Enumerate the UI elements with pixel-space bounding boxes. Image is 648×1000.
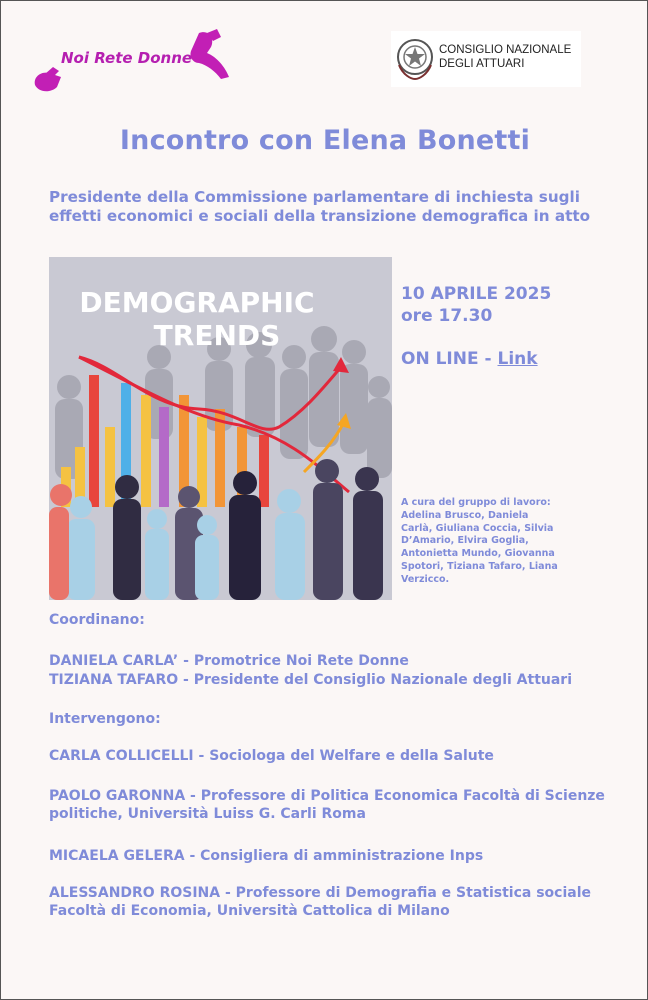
event-link[interactable]: Link (497, 349, 538, 369)
speaker-line1: ALESSANDRO ROSINA - Professore di Demografia e Statistica sociale (49, 885, 592, 901)
noi-rete-donne-logo (31, 27, 236, 97)
subtitle-line2: effetti economici e sociali della transizione demografica in atto (49, 207, 591, 225)
image-title-line2: TRENDS (153, 319, 281, 352)
speaker-line1: CARLA COLLICELLI - Sociologa del Welfare e della Salute (49, 748, 494, 764)
event-mode (401, 349, 538, 369)
coordinator-item: TIZIANA TAFARO - Presidente del Consiglio Nazionale degli Attuari (49, 672, 572, 688)
credits-line: D’Amario, Elvira Goglia, (401, 535, 529, 547)
event-datetime (401, 283, 551, 327)
coordinator-item: DANIELA CARLA’ - Promotrice Noi Rete Donne (49, 653, 409, 669)
speaker-line2: Facoltà di Economia, Università Cattolica di Milano (49, 903, 450, 919)
credits-line: Carlà, Giuliana Coccia, Silvia (401, 522, 554, 534)
brand-name: Noi Rete Donne (61, 49, 193, 67)
emblem-icon (393, 35, 437, 83)
subtitle (49, 188, 619, 226)
speaker-item (49, 747, 629, 765)
org-name-line1: CONSIGLIO NAZIONALE (439, 44, 572, 56)
credits-line: Antonietta Mundo, Giovanna (401, 548, 555, 560)
page-title: Incontro con Elena Bonetti (119, 125, 531, 156)
coordinators-heading: Coordinano: (49, 612, 145, 628)
consiglio-attuari-logo (391, 31, 581, 87)
credits-line: Spotori, Tiziana Tafaro, Liana (401, 560, 558, 572)
speaker-line1: PAOLO GARONNA - Professore di Politica Economica Facoltà di Scienze (49, 788, 605, 804)
speaker-item (49, 884, 629, 920)
org-name-line2: DEGLI ATTUARI (439, 58, 525, 70)
credits-line: A cura del gruppo di lavoro: (401, 497, 551, 508)
org-name (439, 43, 571, 71)
speaker-line2: politiche, Università Luiss G. Carli Roma (49, 806, 366, 822)
speakers-heading: Intervengono: (49, 711, 161, 727)
credits-line: Verzicco. (401, 573, 450, 585)
image-title-line1: DEMOGRAPHIC (79, 286, 315, 319)
credits-line: Adelina Brusco, Daniela (401, 509, 529, 521)
event-time: ore 17.30 (401, 306, 493, 326)
event-date: 10 APRILE 2025 (401, 284, 552, 304)
working-group-credits (401, 497, 581, 587)
demographic-illustration (49, 257, 392, 600)
demographic-trends-image (49, 257, 392, 600)
online-label: ON LINE - (401, 349, 498, 369)
subtitle-line1: Presidente della Commissione parlamentare di inchiesta sugli (49, 188, 580, 206)
speaker-item (49, 787, 629, 823)
speaker-item (49, 847, 629, 865)
speaker-line1: MICAELA GELERA - Consigliera di amministrazione Inps (49, 848, 484, 864)
